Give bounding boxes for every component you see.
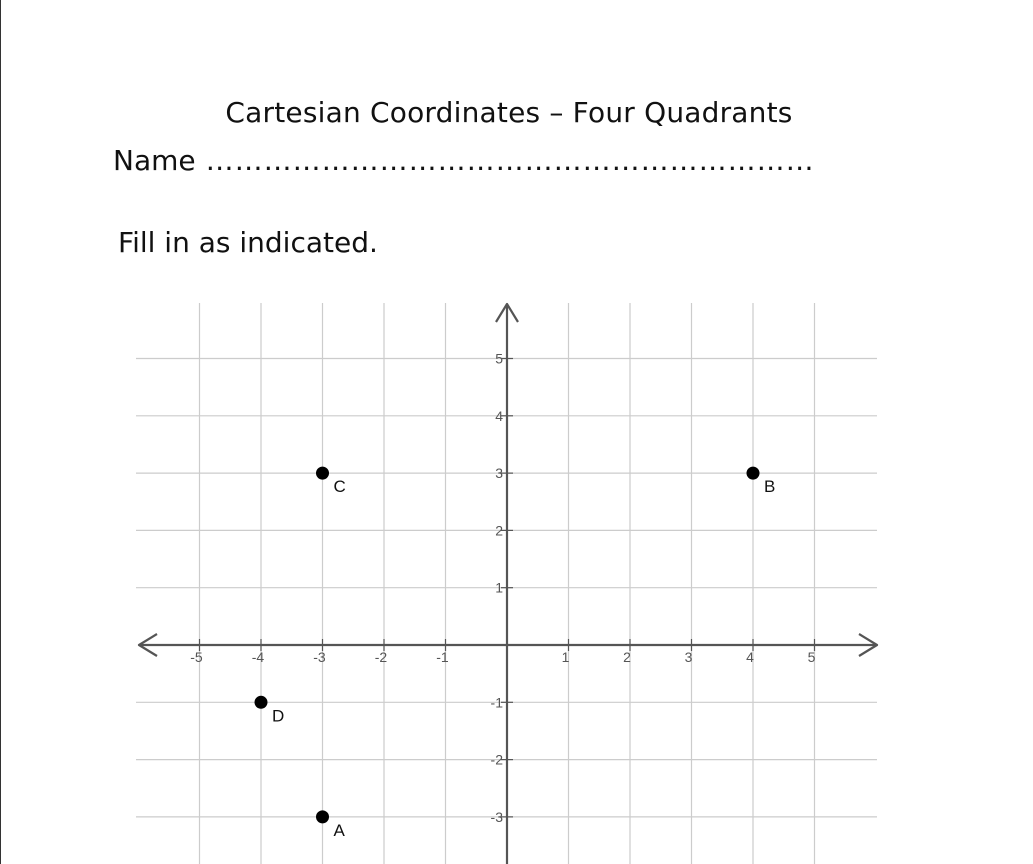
y-tick-label: 3 [495,465,503,482]
point-a [316,810,329,823]
point-label-b: B [764,477,776,497]
y-tick-label: -1 [490,694,503,711]
point-label-c: C [333,477,346,497]
x-tick-label: -1 [436,649,449,665]
name-dotted-line: ……………………………………………………… [205,144,815,177]
coordinate-grid [1,0,1033,864]
x-tick-label: 1 [561,649,570,665]
y-tick-label: 2 [495,522,503,539]
worksheet-title: Cartesian Coordinates – Four Quadrants [225,96,793,129]
point-c [316,467,329,480]
y-tick-label: 1 [495,579,503,596]
x-tick-label: 4 [746,649,754,665]
y-tick-label: -3 [490,808,503,825]
point-d [255,696,268,709]
x-tick-label: 2 [623,649,631,665]
point-label-d: D [272,706,285,726]
y-tick-label: 4 [495,407,503,424]
x-tick-label: 3 [684,649,693,665]
y-tick-label: 5 [495,350,503,367]
point-label-a: A [333,820,345,840]
x-tick-label: -3 [313,649,326,665]
instruction-text: Fill in as indicated. [118,226,378,259]
y-tick-label: -2 [490,751,503,768]
x-tick-label: -5 [190,649,203,665]
x-tick-label: -4 [251,649,265,665]
x-tick-label: -2 [374,649,388,665]
name-label: Name [113,144,196,177]
point-b [747,467,760,480]
x-tick-label: 5 [807,649,816,665]
